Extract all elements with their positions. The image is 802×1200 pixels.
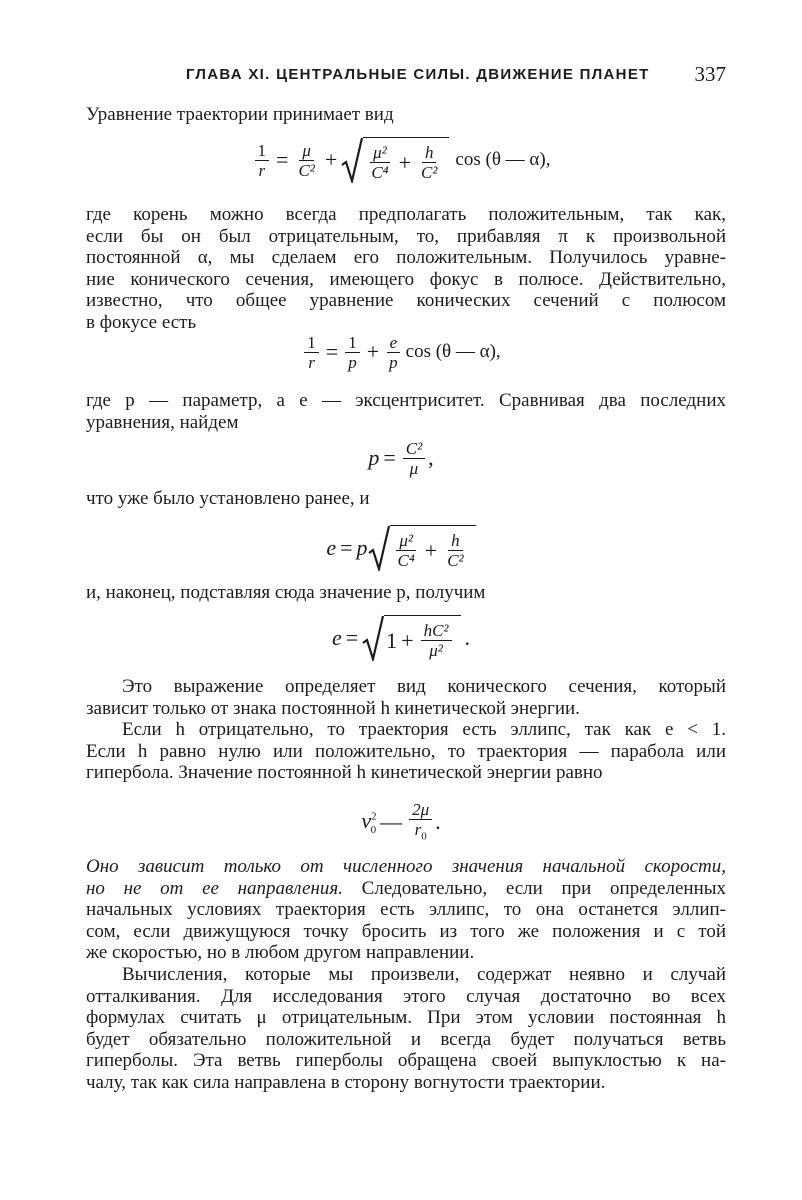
- fraction: $\frac{1}{r}$: [255, 142, 270, 179]
- fraction: $\frac{e}{p}$: [386, 334, 401, 371]
- fraction: $\frac{\text{hC²}}{\text{μ²}}$: [421, 622, 452, 659]
- text-line: Если h отрицательно, то траектория есть эллипс, так как e < 1.: [122, 719, 726, 740]
- square-root: 1 + $\frac{\text{hC²}}{\text{μ²}}$: [362, 615, 460, 661]
- text-line: где p — параметр, а e — эксцентриситет. Сравнивая два последних: [86, 390, 726, 411]
- text-line: но не от ее направления. Следовательно, если при определенных: [86, 877, 727, 899]
- square-root: $\frac{\text{μ²}}{\text{C⁴}}$ + $\frac{h}{\text{C²}}$: [368, 525, 476, 571]
- text-line: постоянной α, мы сделаем его положительным. Получилось уравне-: [86, 247, 726, 268]
- text-line: чалу, так как сила направлена в сторону вогнутости траектории.: [86, 1071, 606, 1093]
- text-line: начальных условиях траектория есть эллипс, то она останется эллип-: [86, 899, 726, 920]
- paragraph-substituting: [86, 582, 726, 604]
- equation-trajectory: $\frac{1}{r}$ = $\frac{\mu}{\text{C²}}$ + $\frac{\text{μ²}}{\text{C⁴}}$ + $\frac{h}{\text{C²}}$ cos (θ — α),: [0, 130, 802, 190]
- fraction: $\frac{\text{μ²}}{\text{C⁴}}$: [371, 143, 389, 182]
- fraction: $\frac{2\mu}{r_0}$: [409, 801, 432, 842]
- text-line: где корень можно всегда предполагать положительным, так как,: [86, 204, 726, 225]
- text-line: если бы он был отрицательным, то, прибавляя π к произвольной: [86, 225, 726, 247]
- radical-sign-icon: [341, 137, 363, 183]
- text-line: Если h равно нулю или положительно, то траектория — парабола или: [86, 740, 726, 762]
- fraction: $\frac{\text{μ²}}{\text{C⁴}}$: [397, 531, 415, 570]
- fraction: $\frac{1}{r}$: [304, 334, 319, 371]
- velocity-term: $v^2_0$: [361, 807, 377, 837]
- square-root: $\frac{\text{μ²}}{\text{C⁴}}$ + $\frac{h}{\text{C²}}$: [341, 137, 449, 183]
- paragraph-conic-type: [86, 676, 726, 784]
- text-line: уравнения, найдем: [86, 411, 239, 433]
- equation-eccentricity: e = 1 + $\frac{\text{hC²}}{\text{μ²}}$ .: [0, 608, 802, 668]
- paragraph-parameter: [86, 390, 726, 433]
- equation-energy: $v^2_0$ — $\frac{2\mu}{r_0}$ .: [361, 800, 441, 843]
- paragraph-root-sign: [86, 204, 726, 333]
- text-line: ние конического сечения, имеющего фокус в полюсе. Действительно,: [86, 268, 726, 290]
- page-header: [186, 62, 726, 92]
- text-line: и, наконец, подставляя сюда значение p, получим: [86, 582, 486, 603]
- page-number: 337: [694, 62, 726, 86]
- text-line: сом, если движущуюся точку бросить из того же положения и с той: [86, 920, 726, 942]
- text-line: Уравнение траектории принимает вид: [86, 104, 394, 125]
- text-line: Это выражение определяет вид конического сечения, который: [122, 676, 726, 697]
- text-line: известно, что общее уравнение конических сечений с полюсом: [86, 290, 726, 311]
- paragraph-established: [86, 488, 726, 510]
- equation-p: p = $\frac{\text{C²}}{\mu}$ ,: [368, 438, 434, 478]
- text-line: отталкивания. Для исследования этого случая достаточно во всех: [86, 985, 726, 1007]
- fraction: $\frac{h}{\text{C²}}$: [420, 143, 438, 182]
- text-line: будет обязательно положительной и всегда будет получаться ветвь: [86, 1028, 726, 1050]
- radical-sign-icon: [362, 615, 384, 661]
- text-line: Оно зависит только от численного значения начальной скорости,: [86, 856, 726, 877]
- radical-sign-icon: [368, 525, 390, 571]
- fraction: $\frac{h}{\text{C²}}$: [447, 531, 464, 570]
- fraction: $\frac{\mu}{\text{C²}}$: [298, 140, 315, 180]
- running-title: ГЛАВА XI. ЦЕНТРАЛЬНЫЕ СИЛЫ. ДВИЖЕНИЕ ПЛАНЕТ: [186, 66, 650, 83]
- fraction: $\frac{1}{p}$: [345, 334, 360, 371]
- text-line: Вычисления, которые мы произвели, содержат неявно и случай: [122, 964, 726, 985]
- text-line: что уже было установлено ранее, и: [86, 488, 370, 509]
- intro-paragraph: [86, 104, 726, 126]
- equation-e-root: e = p $\frac{\text{μ²}}{\text{C⁴}}$ + $\frac{h}{\text{C²}}$: [0, 518, 802, 578]
- text-line: зависит только от знака постоянной h кинетической энергии.: [86, 697, 580, 719]
- paragraph-repulsion: [86, 964, 726, 1093]
- equation-conic: $\frac{1}{r}$ = $\frac{1}{p}$ + $\frac{e}{p}$ cos (θ — α),: [0, 322, 802, 382]
- text-line: гипербола. Значение постоянной h кинетической энергии равно: [86, 762, 603, 783]
- paragraph-velocity: [86, 856, 726, 964]
- text-line: же скоростью, но в любом другом направлении.: [86, 942, 475, 963]
- text-line: формулах считать μ отрицательным. При этом условии постоянная h: [86, 1007, 726, 1028]
- fraction: $\frac{\text{C²}}{\mu}$: [403, 440, 425, 477]
- text-line: гиперболы. Эта ветвь гиперболы обращена своей выпуклостью к на-: [86, 1050, 726, 1071]
- text-line: в фокусе есть: [86, 311, 197, 333]
